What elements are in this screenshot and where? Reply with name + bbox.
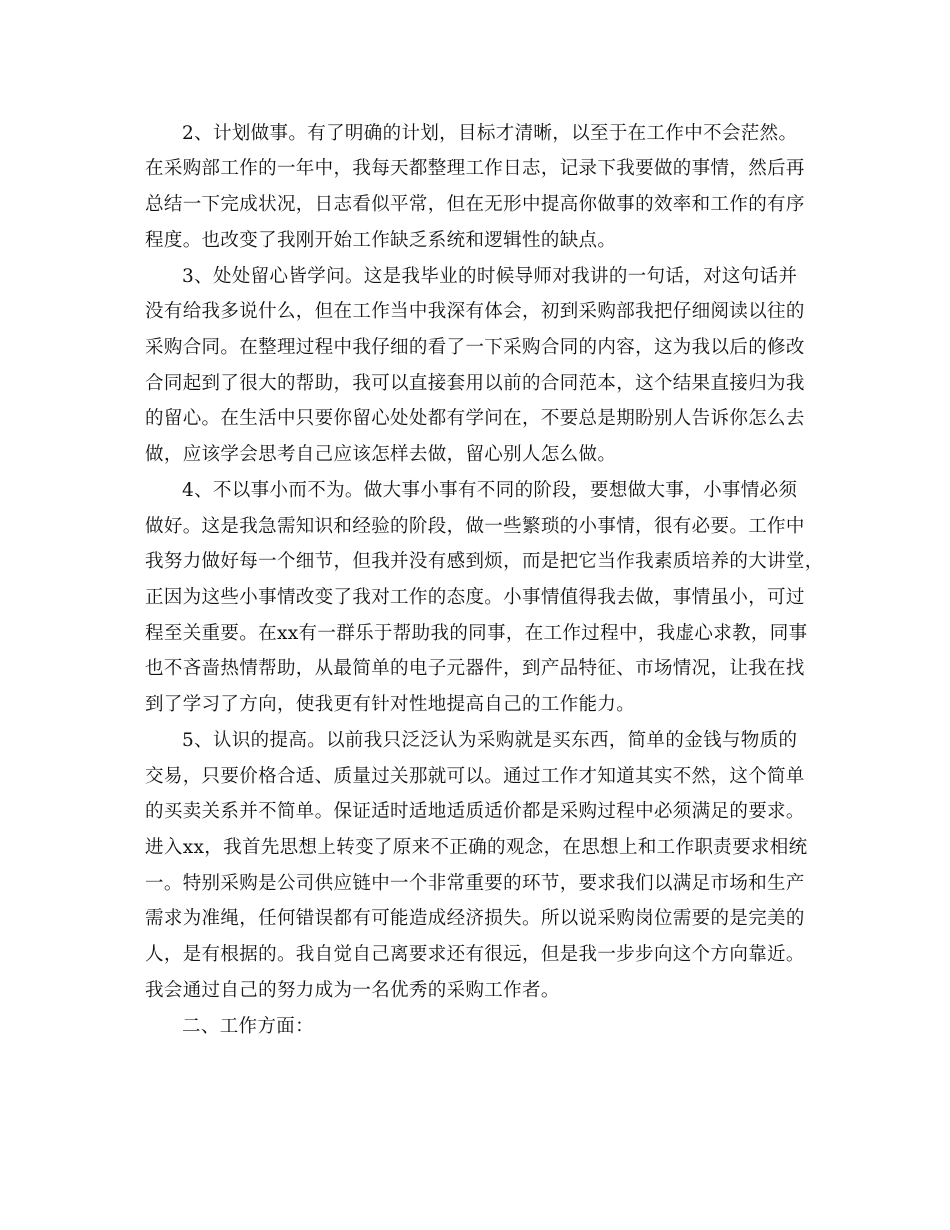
paragraph-line: 2、计划做事。有了明确的计划，目标才清晰，以至于在工作中不会茫然。 [182,123,798,144]
paragraph-line: 3、处处留心皆学问。这是我毕业的时候导师对我讲的一句话，对这句话并 [182,266,798,287]
paragraph-line: 合同起到了很大的帮助，我可以直接套用以前的合同范本，这个结果直接归为我 [145,373,805,394]
paragraph-line: 做，应该学会思考自己应该怎样去做，留心别人怎么做。 [145,444,617,465]
paragraph-line: 的买卖关系并不简单。保证适时适地适质适价都是采购过程中必须满足的要求。 [145,801,805,822]
paragraph-line: 在采购部工作的一年中，我每天都整理工作日志，记录下我要做的事情，然后再 [145,158,805,179]
paragraph-line: 我会通过自己的努力成为一名优秀的采购工作者。 [145,980,560,1001]
paragraph-line: 需求为准绳，任何错误都有可能造成经济损失。所以说采购岗位需要的是完美的 [145,908,805,929]
paragraph-line: 5、认识的提高。以前我只泛泛认为采购就是买东西，简单的金钱与物质的 [182,730,798,751]
paragraph-line: 程度。也改变了我刚开始工作缺乏系统和逻辑性的缺点。 [145,230,617,251]
paragraph-line: 到了学习了方向，使我更有针对性地提高自己的工作能力。 [145,694,636,715]
paragraph-line: 正因为这些小事情改变了我对工作的态度。小事情值得我去做，事情虽小，可过 [145,587,805,608]
paragraph-line: 进入xx，我首先思想上转变了原来不正确的观念，在思想上和工作职责要求相统 [145,837,808,858]
paragraph-line: 交易，只要价格合适、质量过关那就可以。通过工作才知道其实不然，这个简单 [145,766,805,787]
paragraph-line: 我努力做好每一个细节，但我并没有感到烦，而是把它当作我素质培养的大讲堂， [145,551,824,572]
paragraph-line: 程至关重要。在xx有一群乐于帮助我的同事，在工作过程中，我虚心求教，同事 [145,623,808,644]
paragraph-line: 没有给我多说什么，但在工作当中我深有体会，初到采购部我把仔细阅读以往的 [145,301,805,322]
paragraph-line: 人，是有根据的。我自觉自己离要求还有很远，但是我一步步向这个方向靠近。 [145,944,805,965]
paragraph-line: 总结一下完成状况，日志看似平常，但在无形中提高你做事的效率和工作的有序 [145,194,805,215]
paragraph-line: 做好。这是我急需知识和经验的阶段，做一些繁琐的小事情，很有必要。工作中 [145,516,805,537]
paragraph-line: 4、不以事小而不为。做大事小事有不同的阶段，要想做大事，小事情必须 [182,480,798,501]
paragraph-line: 的留心。在生活中只要你留心处处都有学问在，不要总是期盼别人告诉你怎么去 [145,408,805,429]
paragraph-line: 也不吝啬热情帮助，从最简单的电子元器件，到产品特征、市场情况，让我在找 [145,658,805,679]
section-heading: 二、工作方面： [182,1016,314,1037]
paragraph-line: 一。特别采购是公司供应链中一个非常重要的环节，要求我们以满足市场和生产 [145,873,805,894]
paragraph-line: 采购合同。在整理过程中我仔细的看了一下采购合同的内容，这为我以后的修改 [145,337,805,358]
